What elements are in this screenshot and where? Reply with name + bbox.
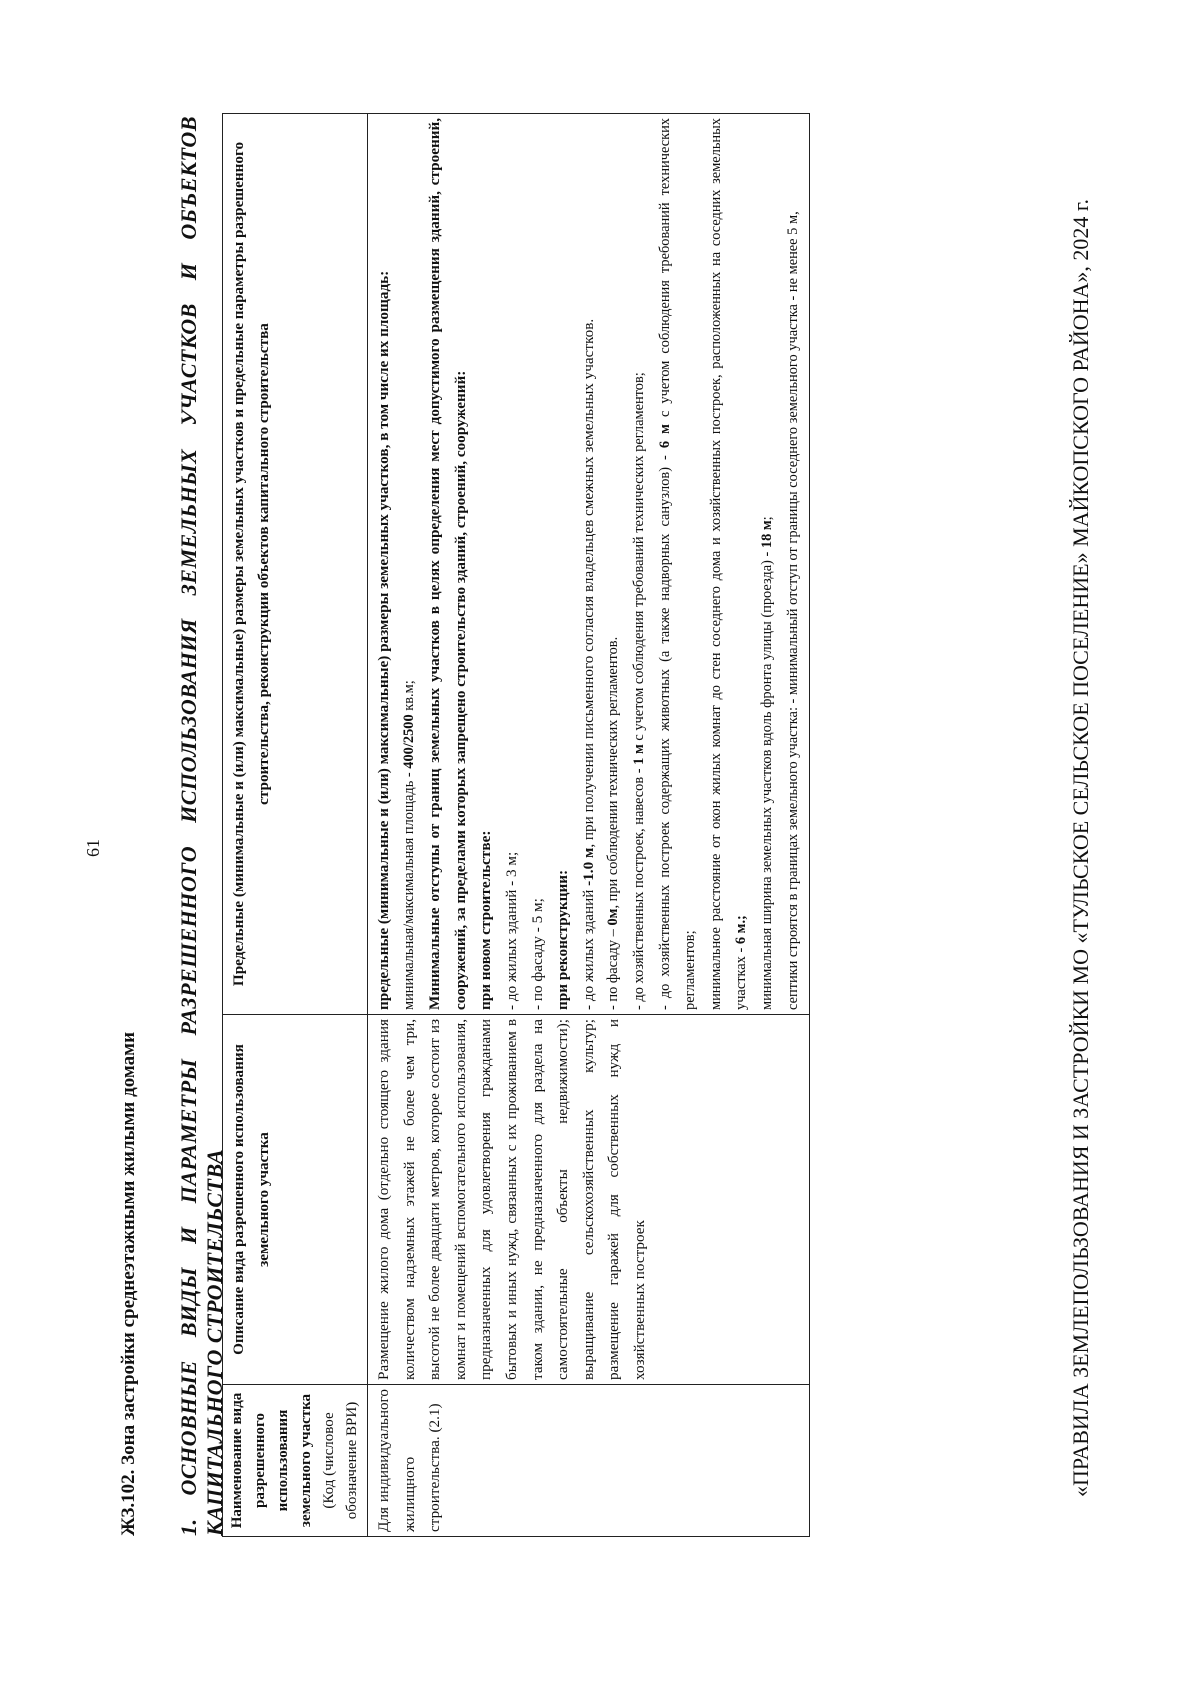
header-vri-code-note: (Код (числовое обозначение ВРИ)	[321, 1401, 360, 1520]
zone-title: ЖЗ.102. Зона застройки среднеэтажными жилыми домами	[118, 1031, 139, 1536]
param-area: минимальная/максимальная площадь - 400/2500 кв.м;	[400, 680, 417, 1010]
header-vri-name	[223, 1385, 368, 1537]
param-recon-facade: - по фасаду – 0м, при соблюдении технических регламентов.	[605, 636, 622, 1010]
param-outbuildings: - до хозяйственных построек, навесов - 1 м с учетом соблюдения требований технических регламентов;	[630, 372, 647, 1010]
param-reconstruction: при реконструкции:	[554, 869, 572, 1010]
section-title: 1. ОСНОВНЫЕ ВИДЫ И ПАРАМЕТРЫ РАЗРЕШЕННОГО ИСПОЛЬЗОВАНИЯ ЗЕМЕЛЬНЫХ УЧАСТКОВ И ОБЪЕКТОВ КАПИТАЛЬНОГО СТРОИТЕЛЬСТВА	[176, 116, 227, 1536]
table-row	[368, 114, 810, 1537]
rules-table	[222, 113, 810, 1537]
page-footer: «ПРАВИЛА ЗЕМЛЕПОЛЬЗОВАНИЯ И ЗАСТРОЙКИ МО «ТУЛЬСКОЕ СЕЛЬСКОЕ ПОСЕЛЕНИЕ» МАЙКОПСКОГО РАЙОНА», 2024 г.	[1068, 199, 1093, 1497]
vri-description-cell: Размещение жилого дома (отдельно стоящего здания количеством надземных этажей не более чем три, высотой не более двадцати метров, которое состоит из комнат и помещений вспомогательного использования, предназначенных для удовлетворения гражданами бытовых и иных нужд, связанных с их проживанием в таком здании, не предназначенного для раздела на самостоятельные объекты недвижимости); выращивание сельскохозяйственных культур; размещение гаражей для собственных нужд и хозяйственных построек	[368, 1015, 810, 1385]
header-vri-name-text: Наименование вида разрешенного использования земельного участка	[229, 1392, 314, 1529]
param-new-facade: - по фасаду - 5 м;	[528, 898, 546, 1010]
param-min-width: минимальная ширина земельных участков вдоль фронта улицы (проезда) - 18 м;	[758, 516, 775, 1010]
param-setbacks-heading: Минимальные отступы от границ земельных участков в целях определения мест допустимого размещения зданий, строений, сооружений, за пределами которых запрещено строительство зданий, строений, сооружений:	[426, 118, 469, 1010]
parameters-cell	[368, 114, 810, 1015]
param-sizes-heading: предельные (минимальные и (или) максимальные) размеры земельных участков, в том числе их площадь:	[375, 270, 392, 1010]
header-vri-description: Описание вида разрешенного использования земельного участка	[223, 1015, 368, 1385]
param-recon-residential: - до жилых зданий -1.0 м, при получении письменного согласия владельцев смежных земельных участков.	[579, 318, 597, 1010]
param-window-distance: минимальное расстояние от окон жилых комнат до стен соседнего дома и хозяйственных построек, расположенных на соседних земельных участках - 6 м.;	[707, 118, 750, 1010]
param-septic: септики строятся в границах земельного участка: - минимальный отступ от границы соседнего земельного участка - не менее 5 м,	[784, 211, 801, 1010]
param-new-construction: при новом строительстве:	[477, 830, 495, 1010]
param-livestock-buildings: - до хозяйственных построек содержащих животных (а также надворных санузлов) - 6 м с учетом соблюдения требований технических регламентов;	[656, 118, 699, 1010]
param-new-residential: - до жилых зданий - 3 м;	[502, 851, 520, 1010]
vri-name-cell: Для индивидуального жилищного строительства. (2.1)	[368, 1385, 810, 1537]
header-parameters: Предельные (минимальные и (или) максимальные) размеры земельных участков и предельные параметры разрешенного строительства, реконструкции объектов капитального строительства	[223, 114, 368, 1015]
page-number: 61	[83, 839, 103, 857]
table-header-row	[223, 114, 368, 1537]
